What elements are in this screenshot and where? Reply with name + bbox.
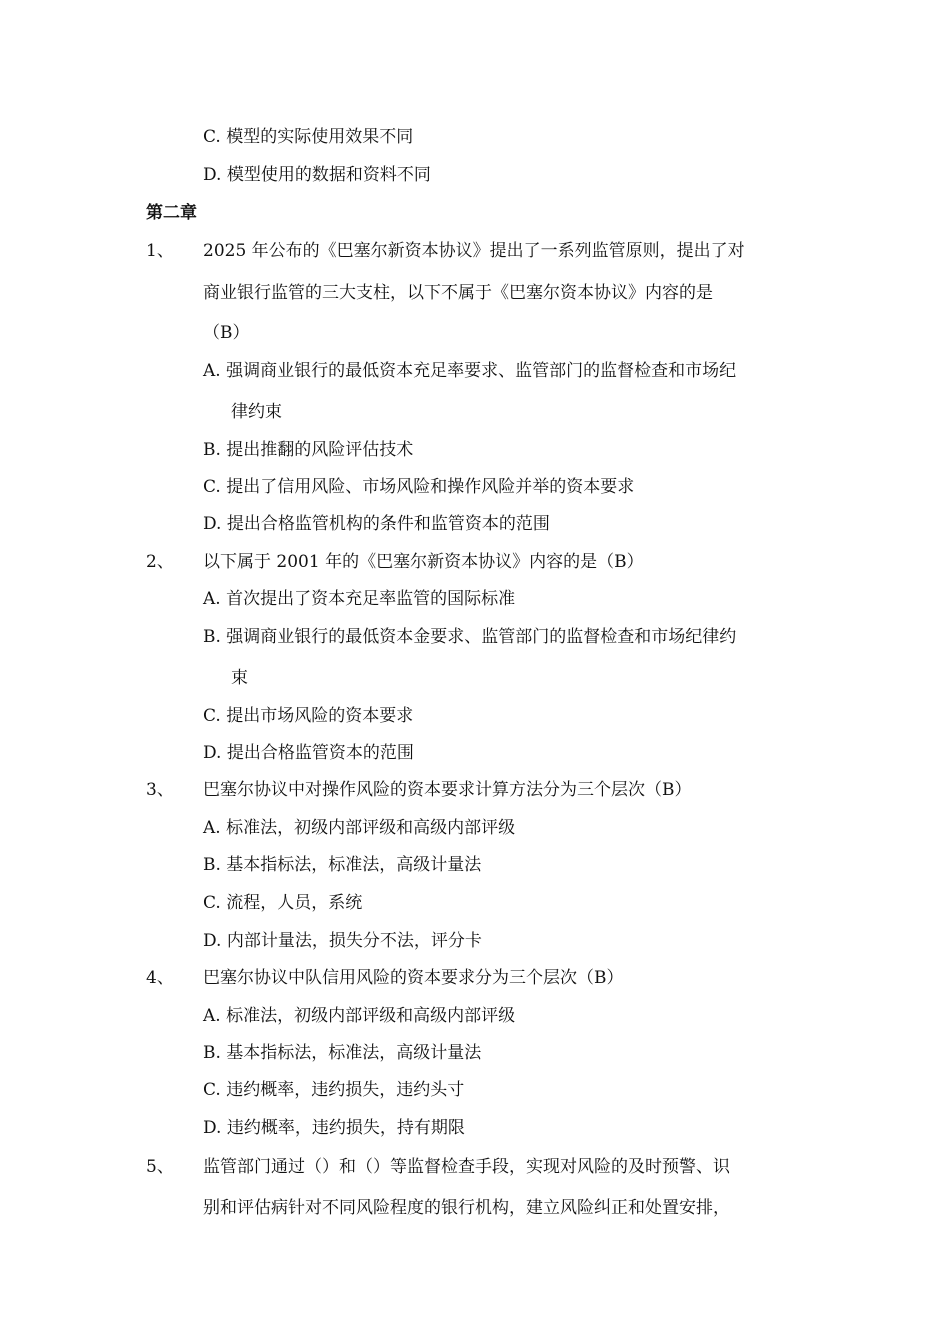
option-c: C. 提出市场风险的资本要求: [203, 706, 414, 726]
option-c: C. 模型的实际使用效果不同: [203, 127, 414, 147]
option-d: D. 违约概率，违约损失，持有期限: [203, 1118, 465, 1138]
question-number: 3、: [146, 780, 174, 800]
question-text: 商业银行监管的三大支柱，以下不属于《巴塞尔资本协议》内容的是: [203, 283, 713, 303]
option-b-continued: 束: [231, 668, 248, 688]
chapter-heading: 第二章: [146, 203, 197, 223]
option-c: C. 违约概率，违约损失，违约头寸: [203, 1080, 465, 1100]
option-c: C. 流程，人员，系统: [203, 893, 363, 913]
option-d: D. 内部计量法，损失分不法，评分卡: [203, 931, 482, 951]
question-number: 2、: [146, 552, 174, 572]
option-b: B. 基本指标法，标准法，高级计量法: [203, 1043, 482, 1063]
question-text: 2025 年公布的《巴塞尔新资本协议》提出了一系列监管原则，提出了对: [203, 241, 745, 261]
question-text: 巴塞尔协议中对操作风险的资本要求计算方法分为三个层次（B）: [203, 780, 692, 800]
question-text: 巴塞尔协议中队信用风险的资本要求分为三个层次（B）: [203, 968, 624, 988]
option-a: A. 强调商业银行的最低资本充足率要求、监管部门的监督检查和市场纪: [203, 361, 737, 381]
question-text: 以下属于 2001 年的《巴塞尔新资本协议》内容的是（B）: [203, 552, 644, 572]
option-b: B. 强调商业银行的最低资本金要求、监管部门的监督检查和市场纪律约: [203, 627, 737, 647]
option-d: D. 提出合格监管机构的条件和监管资本的范围: [203, 514, 550, 534]
option-a: A. 首次提出了资本充足率监管的国际标准: [203, 589, 516, 609]
option-a: A. 标准法，初级内部评级和高级内部评级: [203, 818, 516, 838]
option-a: A. 标准法，初级内部评级和高级内部评级: [203, 1006, 516, 1026]
option-d: D. 模型使用的数据和资料不同: [203, 165, 431, 185]
question-text: 别和评估病针对不同风险程度的银行机构，建立风险纠正和处置安排，: [203, 1198, 730, 1218]
option-a-continued: 律约束: [231, 402, 282, 422]
question-answer: （B）: [203, 323, 250, 343]
option-b: B. 基本指标法，标准法，高级计量法: [203, 855, 482, 875]
question-text: 监管部门通过（）和（）等监督检查手段，实现对风险的及时预警、识: [203, 1157, 730, 1177]
question-number: 1、: [146, 241, 174, 261]
option-b: B. 提出推翻的风险评估技术: [203, 440, 414, 460]
question-number: 4、: [146, 968, 174, 988]
option-c: C. 提出了信用风险、市场风险和操作风险并举的资本要求: [203, 477, 635, 497]
question-number: 5、: [146, 1157, 174, 1177]
option-d: D. 提出合格监管资本的范围: [203, 743, 414, 763]
